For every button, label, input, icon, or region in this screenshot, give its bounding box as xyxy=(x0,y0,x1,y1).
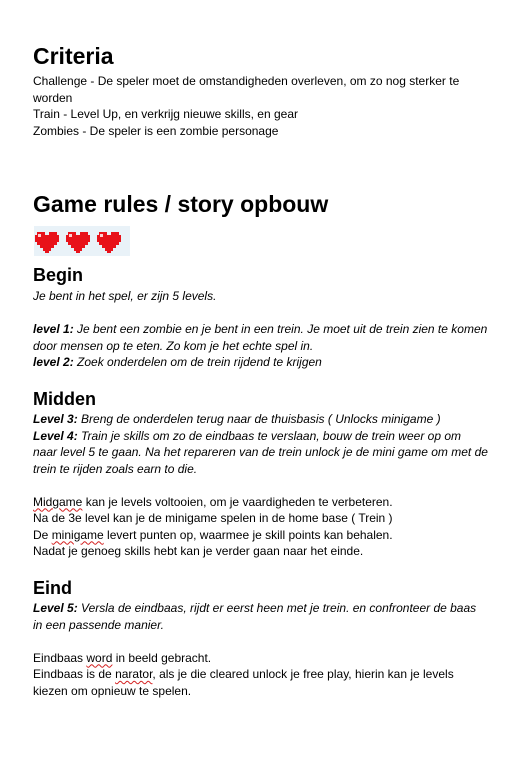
minigame-unlock-line: Na de 3e level kan je de minigame spelen in de home base ( Trein ) xyxy=(33,511,393,525)
eindbaas-line-1-prefix: Eindbaas xyxy=(33,650,87,665)
level-4-paragraph xyxy=(33,428,488,478)
level-5-label: Level 5: xyxy=(33,601,78,615)
eindbaas-line-2-prefix: Eindbaas is de xyxy=(33,667,116,681)
minigame-line-suffix: levert punten op, waarmee je skill points kan behalen. xyxy=(103,527,393,542)
level-4-text: Train je skills om zo de eindbaas te verslaan, bouw de trein weer op om naar level 5 te gaan. Na het repareren van de trein unlock je de mini game om met de trein te rijden zoals earn to die. xyxy=(33,428,488,476)
criteria-list xyxy=(33,73,488,139)
game-rules-heading: Game rules / story opbouw xyxy=(33,191,329,217)
midden-heading: Midden xyxy=(33,389,96,409)
minigame-points-line xyxy=(33,527,488,544)
level-3-text: Breng de onderdelen terug naar de thuisbasis ( Unlocks minigame ) xyxy=(77,412,441,426)
midgame-line xyxy=(33,494,488,511)
level-2-paragraph xyxy=(33,354,488,371)
skills-end-line: Nadat je genoeg skills hebt kan je verder gaan naar het einde. xyxy=(33,544,364,558)
level-4-label: Level 4: xyxy=(33,428,78,443)
level-2-label: level 2: xyxy=(33,355,74,369)
criteria-heading: Criteria xyxy=(33,43,114,69)
midgame-rest: kan je levels voltooien, om je vaardigheden te verbeteren. xyxy=(82,494,393,509)
begin-heading: Begin xyxy=(33,265,84,285)
criteria-train: Train - Level Up, en verkrijg nieuwe skills, en gear xyxy=(33,107,299,121)
criteria-zombies: Zombies - De speler is een zombie personage xyxy=(33,123,279,138)
eind-heading: Eind xyxy=(33,578,72,598)
minigame-word: minigame xyxy=(51,527,104,542)
eindbaas-line-1 xyxy=(33,650,488,667)
level-1-paragraph xyxy=(33,321,488,354)
word-misspelling: word xyxy=(86,650,113,665)
criteria-challenge: Challenge - De speler moet de omstandigheden overleven, om zo nog sterker te worden xyxy=(33,74,460,105)
begin-intro: Je bent in het spel, er zijn 5 levels. xyxy=(33,289,217,303)
narator-misspelling: narator xyxy=(115,667,153,681)
midden-section xyxy=(33,411,488,560)
eindbaas-line-2-suffix: , als je die cleared unlock je free play, hierin kan je levels kiezen om opnieuw te spelen. xyxy=(33,667,454,698)
level-2-text: Zoek onderdelen om de trein rijdend te krijgen xyxy=(73,355,322,369)
level-5-paragraph xyxy=(33,600,488,633)
eind-section xyxy=(33,600,488,699)
three-pixel-hearts-icon xyxy=(34,226,130,256)
level-5-text: Versla de eindbaas, rijdt er eerst heen met je trein. en confronteer de baas in een passende manier. xyxy=(33,601,477,632)
minigame-line-prefix: De xyxy=(33,527,52,542)
eindbaas-line-1-suffix: in beeld gebracht. xyxy=(112,650,212,665)
begin-section xyxy=(33,288,488,371)
level-1-text: Je bent een zombie en je bent in een trein. Je moet uit de trein zien te komen door mensen op te eten. Zo kom je het echte spel in. xyxy=(33,322,488,353)
eindbaas-line-2 xyxy=(33,666,488,699)
midgame-word: Midgame xyxy=(33,494,83,509)
level-3-label: Level 3: xyxy=(33,412,78,426)
level-3-paragraph xyxy=(33,411,488,428)
level-1-label: level 1: xyxy=(33,322,74,336)
